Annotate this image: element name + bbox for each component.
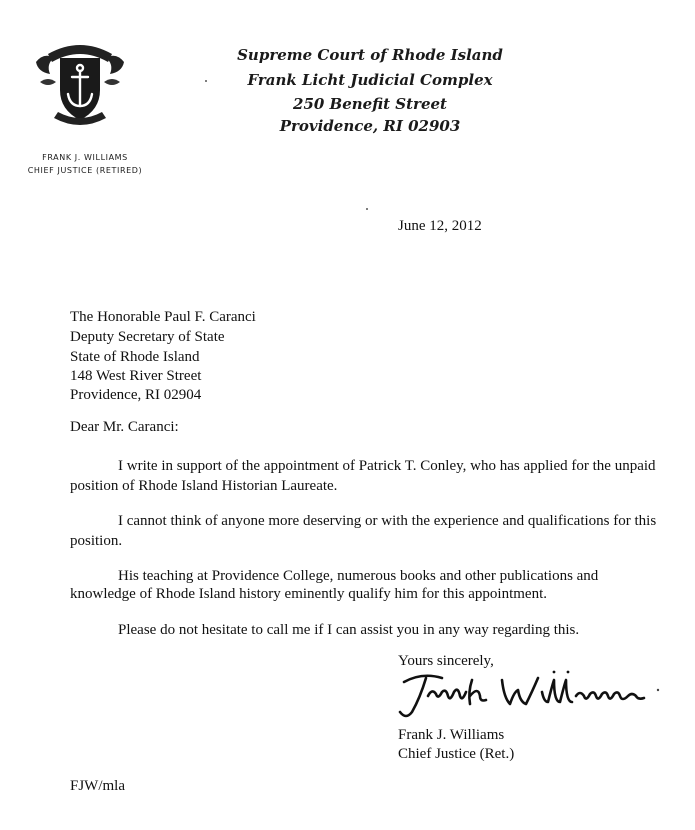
paragraph-line: I cannot think of anyone more deserving or with the experience and qualifications for this xyxy=(118,513,657,529)
sender-title: CHIEF JUSTICE (RETIRED) xyxy=(27,166,143,175)
paragraph-line: knowledge of Rhode Island history eminently qualify him for this appointment. xyxy=(70,586,548,602)
letterhead-complex-name: Frank Licht Judicial Complex xyxy=(247,71,493,89)
letterhead-court-name: Supreme Court of Rhode Island xyxy=(237,46,503,64)
scan-speck xyxy=(205,80,207,82)
signature-name: Frank J. Williams xyxy=(398,727,505,743)
recipient-line: State of Rhode Island xyxy=(70,349,200,365)
typist-initials: FJW/mla xyxy=(70,778,125,794)
recipient-line: The Honorable Paul F. Caranci xyxy=(70,309,256,325)
recipient-line: Providence, RI 02904 xyxy=(70,387,202,403)
paragraph-line: His teaching at Providence College, numerous books and other publications and xyxy=(118,568,599,584)
paragraph-line: position. xyxy=(70,533,123,549)
recipient-line: Deputy Secretary of State xyxy=(70,329,225,345)
paragraph-line: position of Rhode Island Historian Laureate. xyxy=(70,478,338,494)
handwritten-signature-icon xyxy=(392,662,672,722)
paragraph-line: I write in support of the appointment of Patrick T. Conley, who has applied for the unpaid xyxy=(118,458,656,474)
scan-speck xyxy=(366,208,368,210)
letterhead-street: 250 Benefit Street xyxy=(293,95,447,113)
salutation: Dear Mr. Caranci: xyxy=(70,419,179,435)
rhode-island-seal-icon xyxy=(30,32,130,132)
paragraph-line: Please do not hesitate to call me if I can assist you in any way regarding this. xyxy=(118,622,580,638)
closing: Yours sincerely, xyxy=(398,653,494,669)
sender-name: FRANK J. WILLIAMS xyxy=(42,153,128,162)
recipient-line: 148 West River Street xyxy=(70,368,202,384)
letter-date: June 12, 2012 xyxy=(398,218,482,234)
letterhead-city: Providence, RI 02903 xyxy=(279,117,461,135)
signature-title: Chief Justice (Ret.) xyxy=(398,746,515,762)
